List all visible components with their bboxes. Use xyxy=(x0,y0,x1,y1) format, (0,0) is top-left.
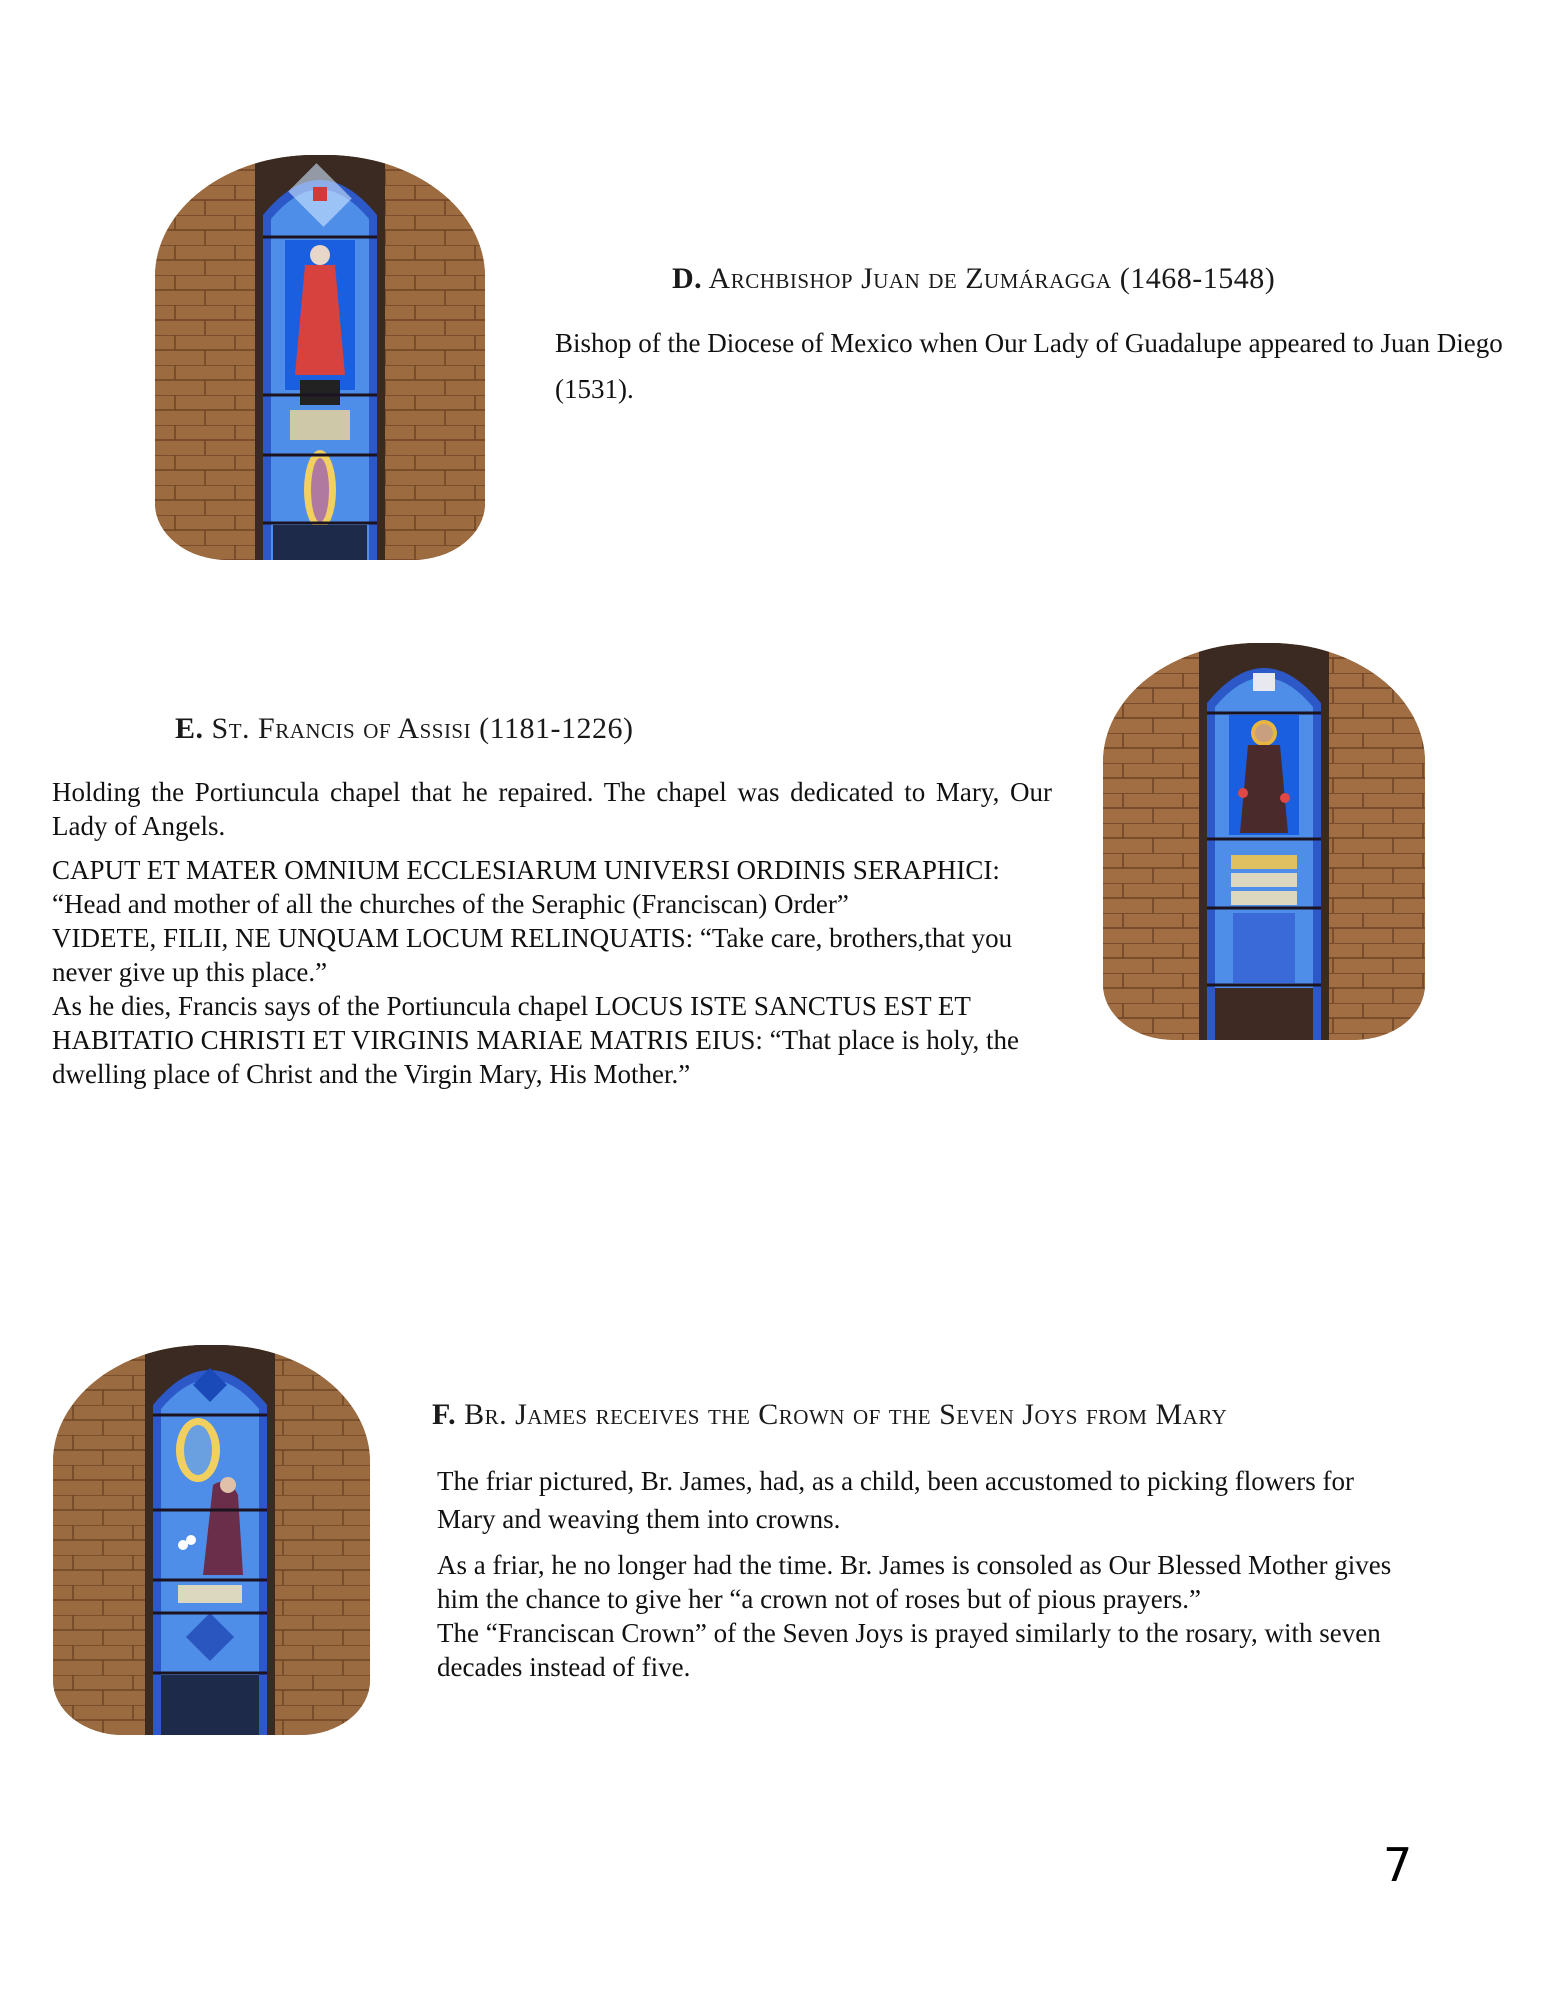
section-f-paragraph: The “Franciscan Crown” of the Seven Joys is prayed similarly to the rosary, with seven decades instead of five. xyxy=(437,1618,1381,1682)
section-e-paragraph: VIDETE, FILII, NE UNQUAM LOCUM RELINQUATIS: “Take care, brothers,that you never give up this place.” xyxy=(52,923,1013,987)
section-f-heading xyxy=(432,1398,1227,1432)
section-e-paragraph: As he dies, Francis says of the Portiuncula chapel LOCUS ISTE SANCTUS EST ET HABITATIO CHRISTI ET VIRGINIS MARIAE MATRIS EIUS: “That place is holy, the dwelling place of Christ and the Virgin Mary, His Mother.” xyxy=(52,991,1020,1089)
section-f-letter: F. xyxy=(432,1398,457,1431)
section-d-title: Archbishop Juan de Zumáragga (1468-1548) xyxy=(708,262,1276,295)
section-d-heading xyxy=(672,262,1275,296)
stained-glass-image-br-james xyxy=(53,1345,370,1735)
section-e-title: St. Francis of Assisi (1181-1226) xyxy=(211,712,634,745)
section-f-paragraph: The friar pictured, Br. James, had, as a child, been accustomed to picking flowers for Mary and weaving them into crowns. xyxy=(437,1466,1354,1534)
section-e-paragraph: CAPUT ET MATER OMNIUM ECCLESIARUM UNIVERSI ORDINIS SERAPHICI: “Head and mother of all the churches of the Seraphic (Franciscan) Order” xyxy=(52,855,1000,919)
stained-glass-image-francis xyxy=(1103,643,1425,1040)
stained-glass-window-graphic xyxy=(155,155,485,560)
section-f-title: Br. James receives the Crown of the Seven Joys from Mary xyxy=(464,1398,1228,1431)
stained-glass-image-zumarraga xyxy=(155,155,485,560)
section-d-paragraph: Bishop of the Diocese of Mexico when Our Lady of Guadalupe appeared to Juan Diego (1531). xyxy=(555,328,1503,404)
page-number: 7 xyxy=(1383,1838,1413,1892)
section-e-body xyxy=(52,775,1052,1091)
stained-glass-window-graphic xyxy=(53,1345,370,1735)
section-d-body xyxy=(555,320,1515,412)
section-e-paragraph: Holding the Portiuncula chapel that he repaired. The chapel was dedicated to Mary, Our Lady of Angels. xyxy=(52,777,1052,841)
section-d-letter: D. xyxy=(672,262,703,295)
section-e-heading xyxy=(175,712,633,746)
section-f-paragraph: As a friar, he no longer had the time. Br. James is consoled as Our Blessed Mother gives him the chance to give her “a crown not of roses but of pious prayers.” xyxy=(437,1550,1392,1614)
section-e-letter: E. xyxy=(175,712,204,745)
stained-glass-window-graphic xyxy=(1103,643,1425,1040)
section-f-body xyxy=(437,1462,1417,1684)
